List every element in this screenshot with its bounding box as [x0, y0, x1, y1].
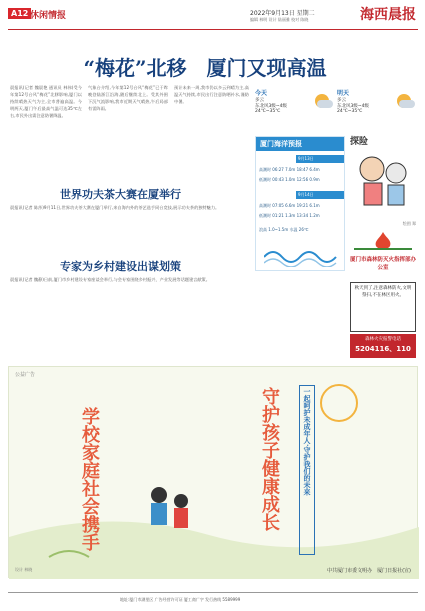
comic-panel — [350, 134, 416, 229]
weather-tomorrow-condition: 多云 — [337, 98, 346, 103]
weather-panel — [255, 88, 417, 124]
weather-today-label: 今天 — [255, 90, 268, 97]
fire-hotline — [350, 334, 416, 358]
cloud-icon — [317, 100, 333, 108]
hotline-label: 森林火灾报警电话 — [365, 337, 401, 342]
comic-title: 探险 — [350, 137, 369, 147]
main-headline: “梅花”北移 厦门又现高温 — [83, 56, 327, 80]
comic-credit: 绘图 郑 — [402, 221, 416, 226]
weather-today-wind: 东北风3级~4级 — [255, 104, 287, 109]
poster-illustration — [9, 367, 419, 579]
section-title: 休闲情报 — [30, 11, 67, 21]
tide-row-5: 浪高 1.0~1.5m 水温 26℃ — [259, 227, 309, 232]
forest-fire-icon — [350, 230, 416, 252]
tide-row-4: 低潮时 01:21 1.3m 13:34 1.2m — [259, 213, 320, 218]
newspaper-logo: 海西晨报 — [360, 7, 416, 23]
poster-slogan-left: 学校家庭社会携手 — [79, 407, 100, 551]
fire-prevention-box — [350, 230, 416, 280]
page-number: A12 — [8, 8, 31, 19]
rural-story-body: 晨报讯(记者 魏静)日前,厦门市乡村建设专家座谈会举行,与会专家围绕乡村振兴、产业发展等话题建言献策。 — [10, 277, 210, 282]
public-service-poster — [8, 366, 418, 578]
rural-headline: 专家为乡村建设出谋划策 — [60, 260, 181, 273]
footer-text: 地址:厦门市湖里区 广告经营许可证 厦工商广字 发行热线 5589999 — [120, 597, 241, 602]
fire-title: 厦门市森林防灭火指挥部办公室 — [350, 257, 417, 271]
hotline-number: 5204116、110 — [355, 345, 411, 353]
tide-row-1: 高潮时 06:27 7.0m 18:47 6.4m — [259, 167, 320, 172]
tea-story-body: 晨报讯(记者 陈莎)9月11日,世界功夫茶大赛在厦门举行,来自海内外的茶艺选手同台竞技,展示功夫茶的独特魅力。 — [10, 205, 220, 210]
poster-side-text: 一起呵护未成年人·守护我们的未来 — [299, 385, 315, 555]
weather-today — [255, 88, 335, 124]
weather-tomorrow-wind: 东北风3级~4级 — [337, 104, 369, 109]
fire-notice: 秋天到了,注意森林防火,文明祭扫,不在林区用火。 — [350, 282, 416, 332]
cloud-icon — [399, 100, 415, 108]
weather-today-condition: 多云 — [255, 98, 264, 103]
weather-today-temp: 24℃~35℃ — [255, 109, 281, 114]
main-story-col1: 晨报讯(记者 魏晨艳 通讯员 林伟)受今年第12号台风“梅花”北移影响,厦门以持续晴热天气为主,全市普遍高温。今明两天,厦门午后最高气温可达35℃左右,市民外出需注意防暑降温。 — [10, 85, 82, 118]
poster-slogan-right: 守护孩子健康成长 — [259, 387, 280, 531]
tide-date-2: 9月14日 — [296, 191, 344, 199]
main-story-col3: 预计未来一周,我市仍以多云到晴为主,高温天气持续,市民出行注意防晒补水,谨防中暑。 — [174, 85, 249, 104]
issue-date: 2022年9月13日 星期二 — [250, 10, 315, 17]
tide-row-2: 低潮时 00:43 1.0m 12:56 0.9m — [259, 177, 320, 182]
page-header — [0, 0, 425, 30]
header-rule — [8, 29, 418, 30]
main-story-col2: 气象台介绍,今年第12号台风“梅花”已于昨晚登陆浙江沿海,随后继续北上。受其外围下沉气流影响,我市近期天气晴热,午后局部有雷阵雨。 — [88, 85, 168, 111]
editor-credits: 编辑 林明 设计 陆丽雅 校对 陈晓 — [250, 17, 309, 22]
weather-tomorrow — [337, 88, 417, 124]
poster-designer: 设计 林晓 — [15, 567, 33, 572]
weather-tomorrow-temp: 24℃~35℃ — [337, 109, 363, 114]
weather-tomorrow-label: 明天 — [337, 90, 350, 97]
footer-rule — [8, 592, 418, 593]
tide-date-1: 9月13日 — [296, 155, 344, 163]
poster-tag: 公益广告 — [15, 372, 36, 378]
comic-illustration — [350, 147, 416, 217]
poster-credit: 中共厦门市委文明办 厦门日报社(宣) — [327, 568, 411, 574]
tea-headline: 世界功夫茶大赛在厦举行 — [60, 188, 181, 201]
tide-row-3: 高潮时 07:05 6.6m 19:21 6.1m — [259, 203, 320, 208]
tide-title: 厦门海洋预报 — [256, 137, 344, 151]
